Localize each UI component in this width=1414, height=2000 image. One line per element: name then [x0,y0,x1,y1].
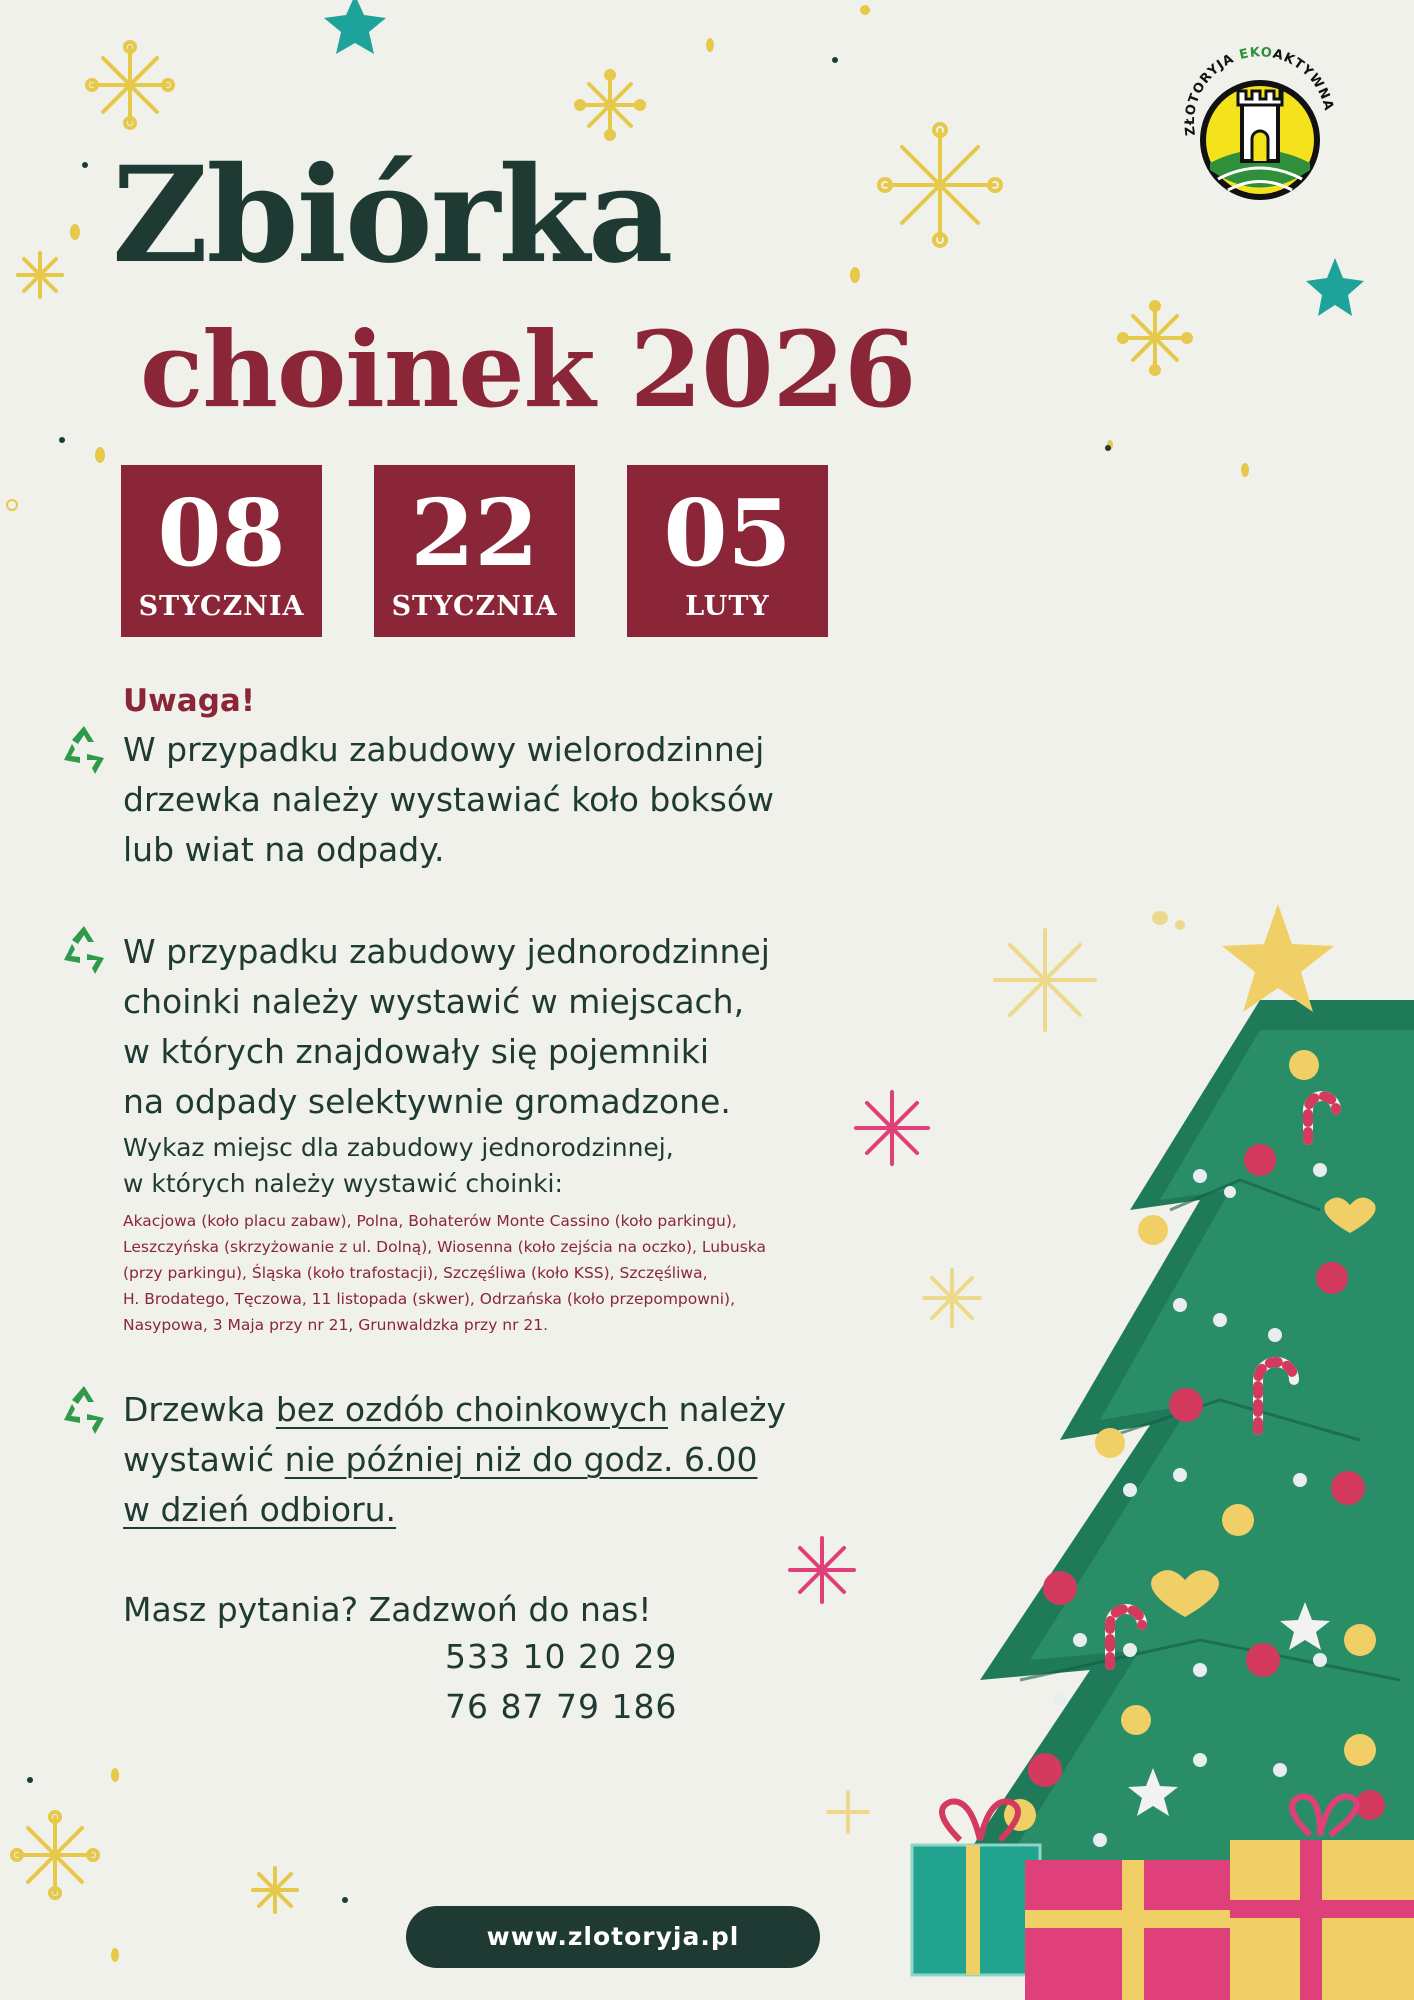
date-box [374,465,575,637]
date-day: 22 [410,479,539,587]
logo-text-top: ZŁOTORYJA [1182,51,1237,137]
phone-number[interactable]: 533 10 20 29 [445,1637,678,1676]
sparkle-icon [790,1538,854,1602]
date-box [121,465,322,637]
star-icon [1222,904,1334,1012]
date-month: STYCZNIA [138,591,305,622]
sparkle-icon [828,1792,868,1832]
christmas-tree-illustration [900,880,1414,2000]
logo [1170,45,1350,225]
sparkle-icon [879,124,1001,246]
date-month: STYCZNIA [391,591,558,622]
logo-text-rest: AKTYWNA [1271,46,1337,113]
recycle-icon [58,1382,110,1434]
sparkle-icon [12,1812,98,1898]
paragraph-multifamily: W przypadku zabudowy wielorodzinnej drzewka należy wystawiać koło boksów lub wiat na odpady. [123,730,775,869]
date-day: 08 [157,479,286,587]
sparkle-icon [1119,302,1191,374]
paragraph-singlefamily: W przypadku zabudowy jednorodzinnej choinki należy wystawić w miejscach, w których znajdowały się pojemniki na odpady selektywnie gromadzone. [123,932,770,1121]
recycle-icon [58,922,110,974]
phone-number[interactable]: 76 87 79 186 [445,1687,678,1726]
star-icon [1306,258,1364,316]
recycle-icon [58,722,110,774]
title-line-1: Zbiórka [112,138,672,293]
date-month: LUTY [685,591,770,622]
sparkle-icon [576,71,644,139]
locations-list: Akacjowa (koło placu zabaw), Polna, Bohaterów Monte Cassino (koło parkingu), Leszczyńska (skrzyżowanie z ul. Dolną), Wiosenna (koło zejścia na oczko), Lubuska (przy parkingu), Śląska (koło trafostacji), Szczęśliwa (koło KSS), Szczęśliwa, H. Brodatego, Tęczowa, 11 listopada (skwer), Odrzańska (koło przepompowni), Nasypowa, 3 Maja przy nr 21, Grunwaldzka przy nr 21. [123,1212,766,1334]
contact-question: Masz pytania? Zadzwoń do nas! [123,1590,652,1629]
sparkle-icon [253,1868,297,1912]
sparkle-icon [87,42,173,128]
website-link[interactable]: www.zlotoryja.pl [406,1906,820,1968]
locations-intro: Wykaz miejsc dla zabudowy jednorodzinnej, w których należy wystawić choinki: [123,1133,674,1198]
date-box [627,465,828,637]
date-day: 05 [663,479,792,587]
logo-text-eko: EKO [1237,45,1274,64]
star-icon [324,0,386,54]
paragraph-deadline: Drzewka bez ozdób choinkowych należy wystawić nie później niż do godz. 6.00 w dzień odbioru. [123,1390,786,1529]
notice-heading: Uwaga! [123,683,255,719]
title-line-2: choinek 2026 [140,308,916,431]
sparkle-icon [18,253,62,297]
